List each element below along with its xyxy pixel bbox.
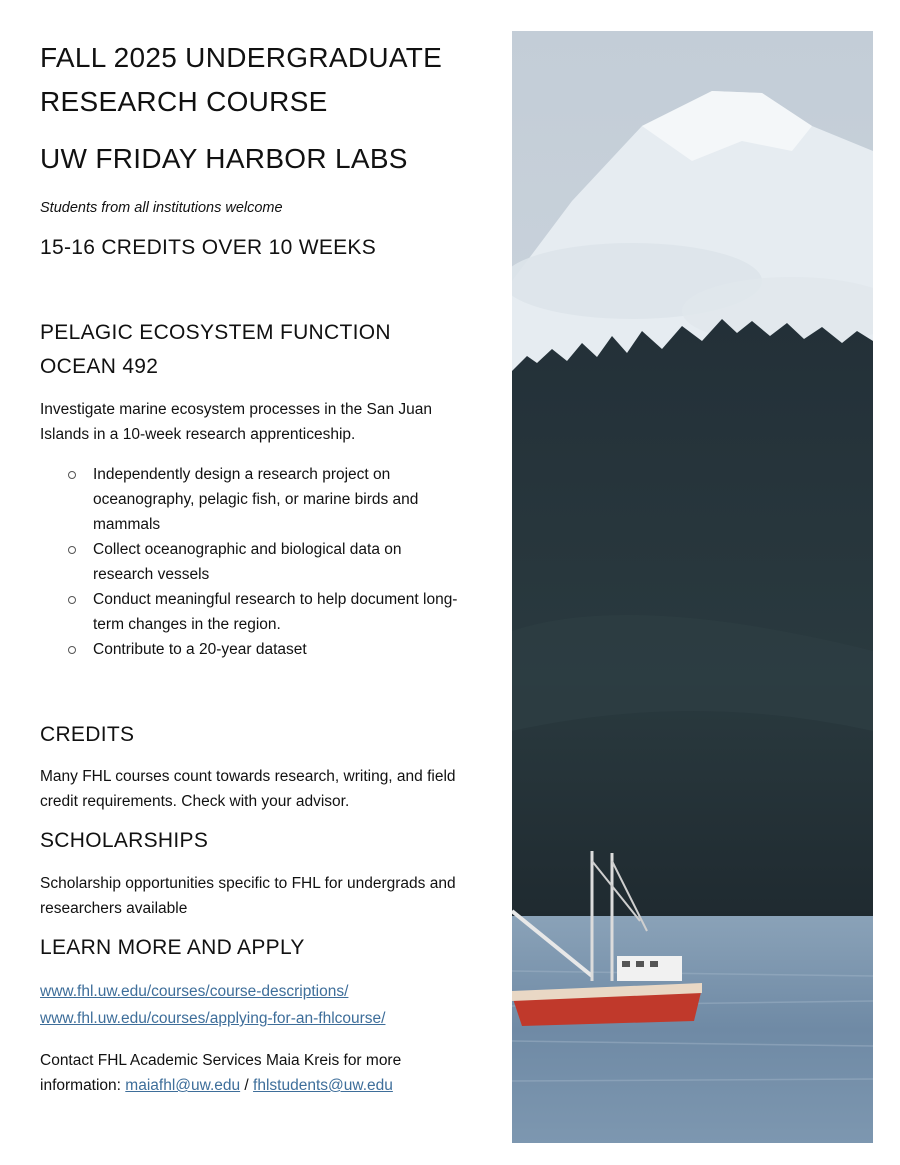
list-item: Conduct meaningful research to help document long-term changes in the region. xyxy=(66,587,466,637)
circle-bullet-icon xyxy=(68,546,76,554)
title-line-3: UW FRIDAY HARBOR LABS xyxy=(40,143,408,174)
title-line-1: FALL 2025 UNDERGRADUATE xyxy=(40,42,443,73)
list-item: Independently design a research project on oceanography, pelagic fish, or marine birds and mammals xyxy=(66,462,466,537)
course-bullet-list xyxy=(66,462,466,662)
credits-summary: 15-16 CREDITS OVER 10 WEEKS xyxy=(40,236,377,259)
applying-course-link[interactable]: www.fhl.uw.edu/courses/applying-for-an-fhlcourse/ xyxy=(40,1010,386,1027)
water xyxy=(512,916,873,1143)
apply-heading: LEARN MORE AND APPLY xyxy=(40,936,305,959)
circle-bullet-icon xyxy=(68,596,76,604)
welcome-note: Students from all institutions welcome xyxy=(40,200,283,216)
course-descriptions-link[interactable]: www.fhl.uw.edu/courses/course-descriptions/ xyxy=(40,983,349,1000)
circle-bullet-icon xyxy=(68,471,76,479)
contact-text: Contact FHL Academic Services Maia Kreis for more information: maiafhl@uw.edu / fhlstudents@uw.edu xyxy=(40,1052,402,1094)
harbor-photo xyxy=(512,31,873,1143)
scholarships-heading: SCHOLARSHIPS xyxy=(40,829,209,852)
credits-heading: CREDITS xyxy=(40,723,135,746)
maiafhl-email-link[interactable]: maiafhl@uw.edu xyxy=(125,1077,241,1094)
course-title: PELAGIC ECOSYSTEM FUNCTION xyxy=(40,321,391,344)
list-item: Collect oceanographic and biological data on research vessels xyxy=(66,537,466,587)
course-code: OCEAN 492 xyxy=(40,355,159,378)
list-item: Contribute to a 20-year dataset xyxy=(66,637,466,662)
apply-links xyxy=(40,978,385,1032)
credits-text: Many FHL courses count towards research, writing, and field credit requirements. Check with your advisor. xyxy=(40,768,456,810)
course-description: Investigate marine ecosystem processes in the San Juan Islands in a 10-week research apprenticeship. xyxy=(40,401,433,443)
circle-bullet-icon xyxy=(68,646,76,654)
title-line-2: RESEARCH COURSE xyxy=(40,86,328,117)
fhlstudents-email-link[interactable]: fhlstudents@uw.edu xyxy=(253,1077,393,1094)
mountain-forest-boat-illustration xyxy=(512,31,873,1143)
scholarships-text: Scholarship opportunities specific to FHL for undergrads and researchers available xyxy=(40,875,456,917)
